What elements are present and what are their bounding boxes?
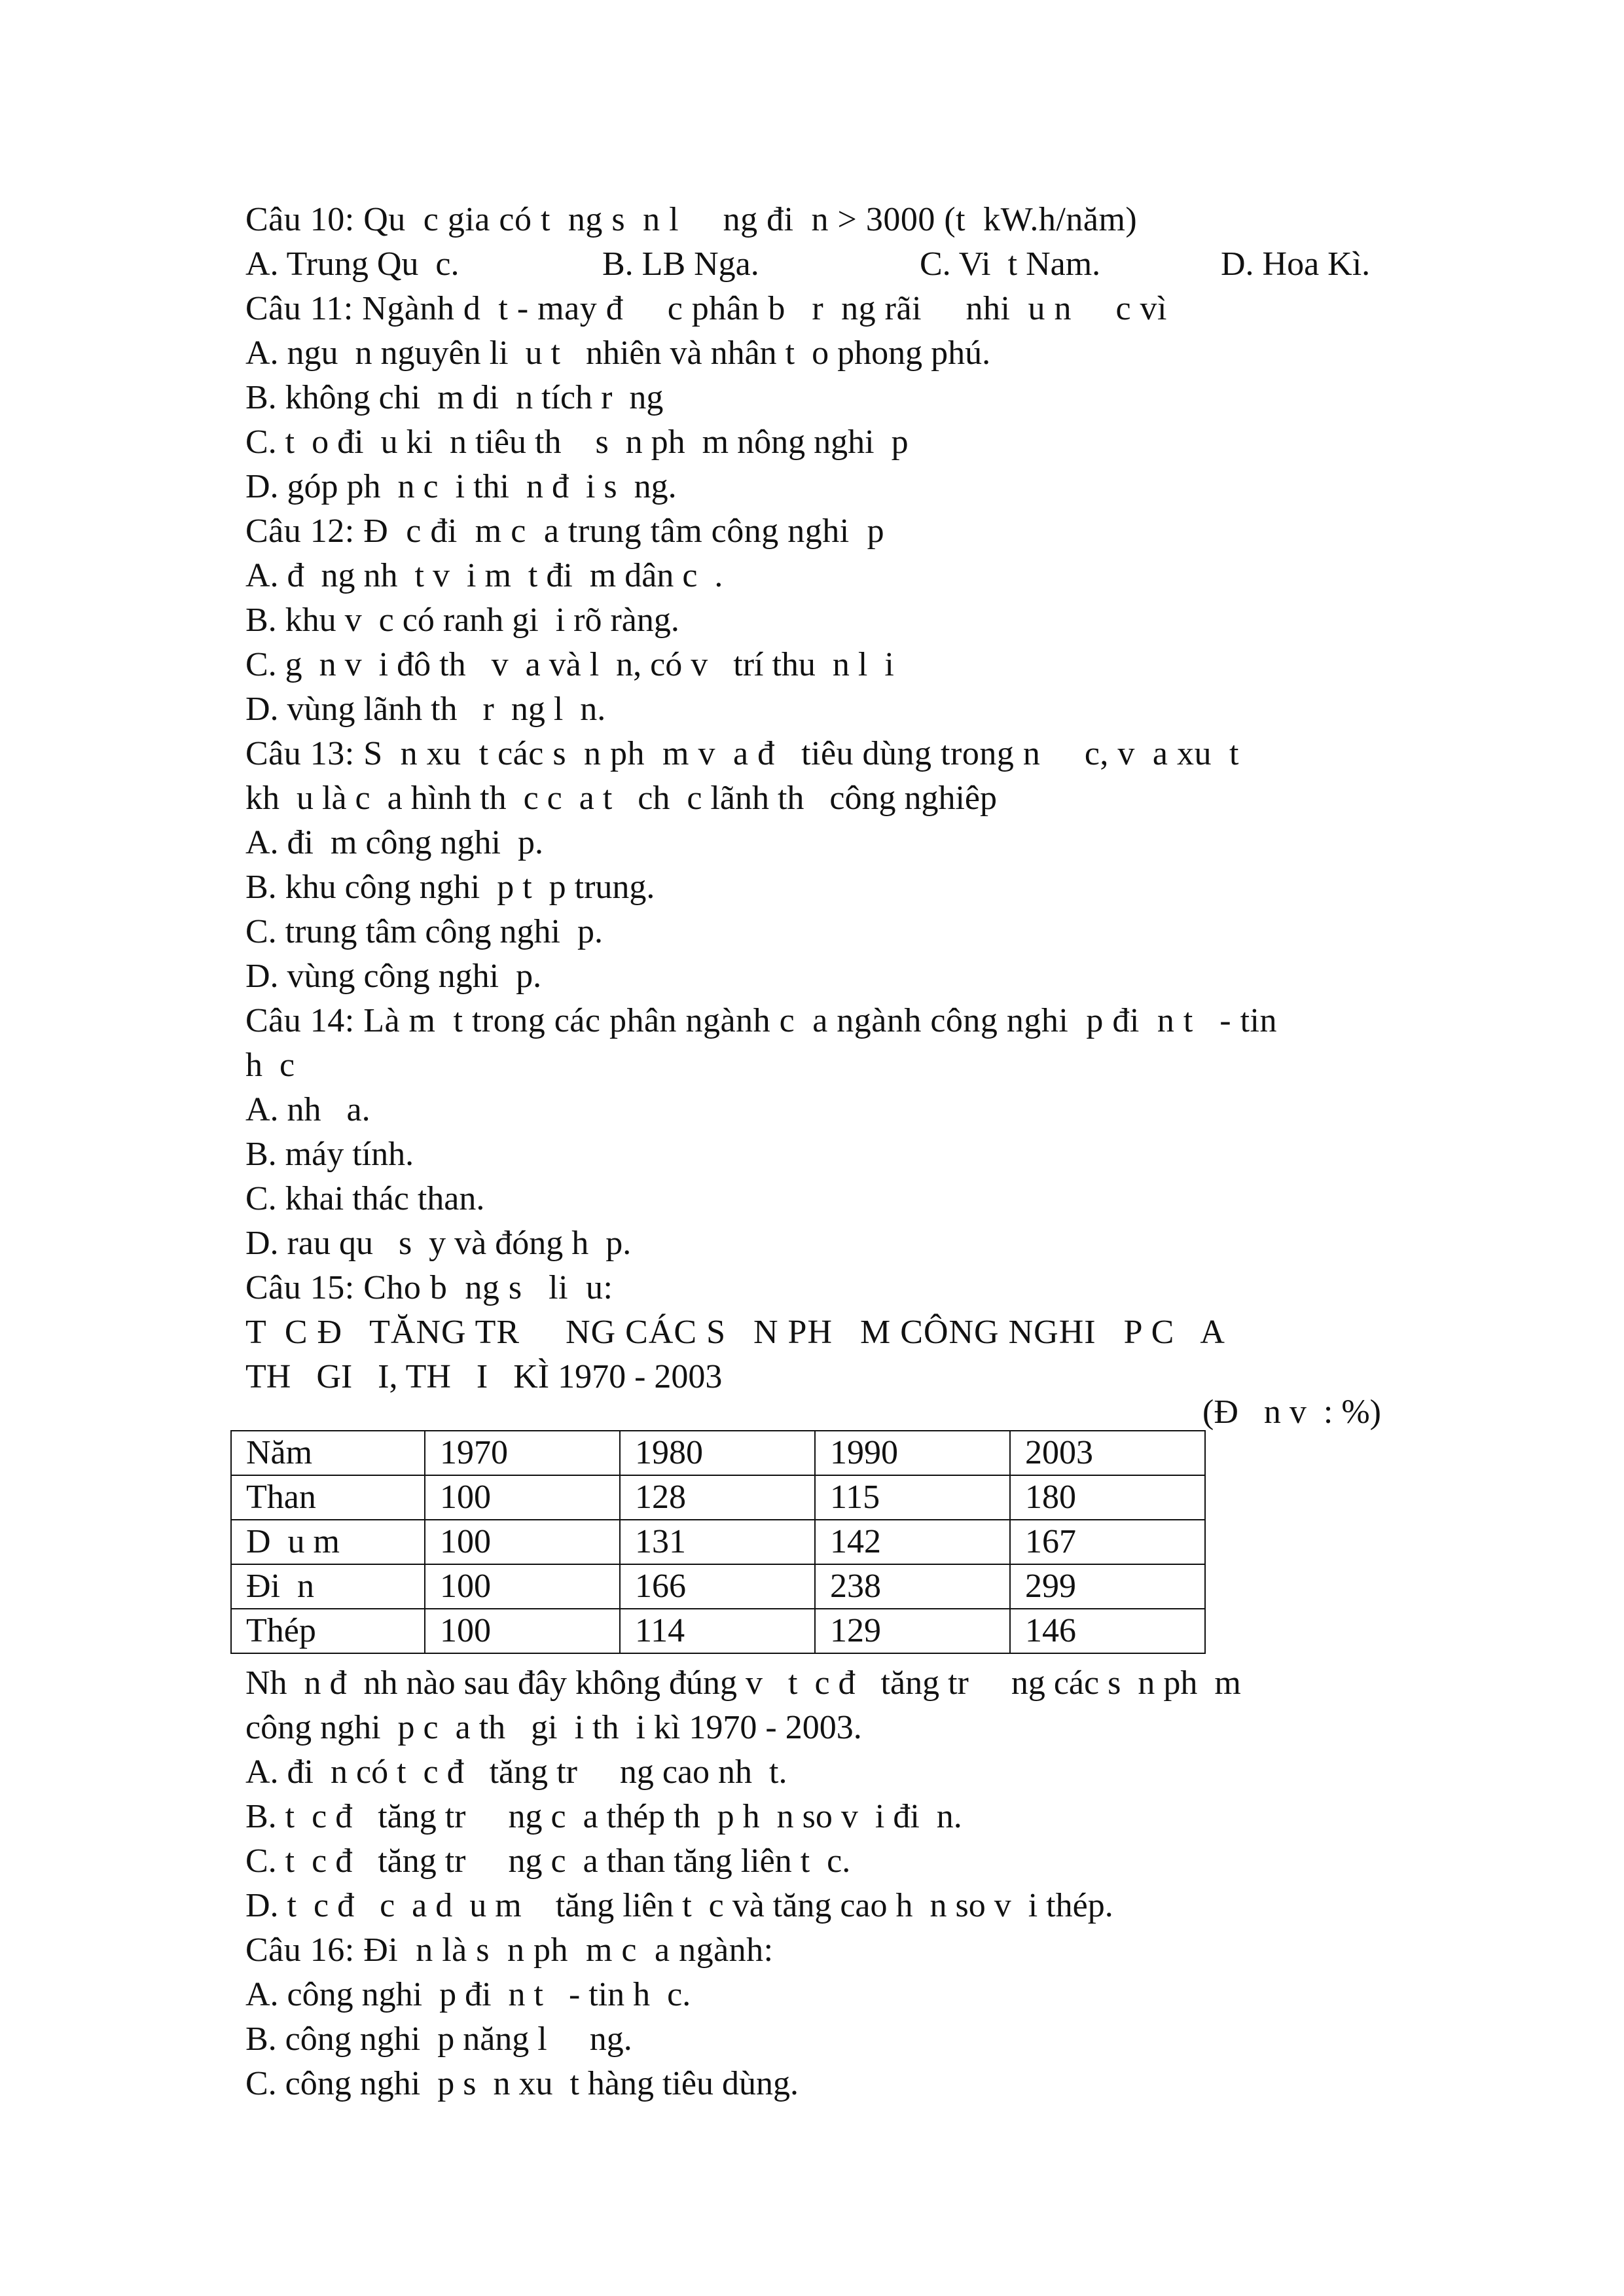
q14-option-d: D. rau qu s y và đóng h p. bbox=[245, 1225, 632, 1262]
q10-option-a: A. Trung Qu c. bbox=[245, 245, 460, 283]
q15-data-table bbox=[230, 1430, 1206, 1654]
q14-title-line1: Câu 14: Là m t trong các phân ngành c a ngành công nghi p đi n t - tin bbox=[245, 1002, 1277, 1039]
q13-option-a: A. đi m công nghi p. bbox=[245, 824, 543, 861]
table-cell: 129 bbox=[815, 1609, 1010, 1653]
table-row bbox=[231, 1475, 1205, 1520]
table-cell: 146 bbox=[1010, 1609, 1205, 1653]
q15-option-a: A. đi n có t c đ tăng tr ng cao nh t. bbox=[245, 1753, 787, 1791]
q15-option-d: D. t c đ c a d u m tăng liên t c và tăng cao h n so v i thép. bbox=[245, 1887, 1113, 1924]
q14-option-c: C. khai thác than. bbox=[245, 1180, 485, 1217]
q12-option-d: D. vùng lãnh th r ng l n. bbox=[245, 691, 606, 728]
q12-option-b: B. khu v c có ranh gi i rõ ràng. bbox=[245, 601, 679, 639]
q13-option-d: D. vùng công nghi p. bbox=[245, 958, 542, 995]
q16-option-b: B. công nghi p năng l ng. bbox=[245, 2020, 632, 2058]
q15-table-title-line2: TH GI I, TH I KÌ 1970 - 2003 bbox=[245, 1358, 723, 1395]
q10-option-d: D. Hoa Kì. bbox=[1221, 245, 1371, 283]
table-cell: 167 bbox=[1010, 1520, 1205, 1564]
table-cell: 100 bbox=[425, 1609, 620, 1653]
q16-option-c: C. công nghi p s n xu t hàng tiêu dùng. bbox=[245, 2065, 799, 2102]
q11-option-d: D. góp ph n c i thi n đ i s ng. bbox=[245, 468, 677, 505]
table-cell: 100 bbox=[425, 1564, 620, 1609]
q10-option-c: C. Vi t Nam. bbox=[920, 245, 1101, 283]
q15-table-title-line1: T C Đ TĂNG TR NG CÁC S N PH M CÔNG NGHI P C A bbox=[245, 1314, 1225, 1351]
q12-title: Câu 12: Đ c đi m c a trung tâm công nghi p bbox=[245, 512, 885, 550]
q15-unit: (Đ n v : %) bbox=[1202, 1393, 1381, 1431]
q14-option-b: B. máy tính. bbox=[245, 1136, 414, 1173]
q12-option-a: A. đ ng nh t v i m t đi m dân c . bbox=[245, 557, 723, 594]
q13-title-line1: Câu 13: S n xu t các s n ph m v a đ tiêu dùng trong n c, v a xu t bbox=[245, 735, 1239, 772]
q10-option-b: B. LB Nga. bbox=[602, 245, 759, 283]
q13-option-c: C. trung tâm công nghi p. bbox=[245, 913, 603, 950]
table-cell: 100 bbox=[425, 1475, 620, 1520]
table-cell: D u m bbox=[231, 1520, 425, 1564]
q15-stem-line2: công nghi p c a th gi i th i kì 1970 - 2003. bbox=[245, 1709, 862, 1746]
q15-stem-line1: Nh n đ nh nào sau đây không đúng v t c đ tăng tr ng các s n ph m bbox=[245, 1664, 1241, 1702]
table-cell: Thép bbox=[231, 1609, 425, 1653]
q15-title: Câu 15: Cho b ng s li u: bbox=[245, 1269, 613, 1306]
q13-title-line2: kh u là c a hình th c c a t ch c lãnh th công nghiêp bbox=[245, 780, 998, 817]
table-header-cell: 1990 bbox=[815, 1431, 1010, 1475]
q15-option-b: B. t c đ tăng tr ng c a thép th p h n so v i đi n. bbox=[245, 1798, 962, 1835]
q16-title: Câu 16: Đi n là s n ph m c a ngành: bbox=[245, 1931, 774, 1969]
q13-option-b: B. khu công nghi p t p trung. bbox=[245, 869, 655, 906]
table-row bbox=[231, 1609, 1205, 1653]
q11-option-a: A. ngu n nguyên li u t nhiên và nhân t o phong phú. bbox=[245, 334, 991, 372]
table-cell: 238 bbox=[815, 1564, 1010, 1609]
table-cell: Đi n bbox=[231, 1564, 425, 1609]
table-cell: 115 bbox=[815, 1475, 1010, 1520]
table-cell: 114 bbox=[620, 1609, 815, 1653]
table-header-row bbox=[231, 1431, 1205, 1475]
table-header-cell: 1970 bbox=[425, 1431, 620, 1475]
table-cell: 180 bbox=[1010, 1475, 1205, 1520]
table-header-cell: 1980 bbox=[620, 1431, 815, 1475]
q16-option-a: A. công nghi p đi n t - tin h c. bbox=[245, 1976, 691, 2013]
table-cell: 142 bbox=[815, 1520, 1010, 1564]
q11-option-c: C. t o đi u ki n tiêu th s n ph m nông nghi p bbox=[245, 423, 909, 461]
q11-option-b: B. không chi m di n tích r ng bbox=[245, 379, 664, 416]
q14-title-line2: h c bbox=[245, 1047, 295, 1084]
q10-title: Câu 10: Qu c gia có t ng s n l ng đi n > 3000 (t kW.h/năm) bbox=[245, 201, 1138, 238]
table-header-cell: Năm bbox=[231, 1431, 425, 1475]
table-row bbox=[231, 1564, 1205, 1609]
table-header-cell: 2003 bbox=[1010, 1431, 1205, 1475]
table-cell: 299 bbox=[1010, 1564, 1205, 1609]
q10-options bbox=[245, 242, 1381, 287]
q12-option-c: C. g n v i đô th v a và l n, có v trí thu n l i bbox=[245, 646, 894, 683]
table-cell: 131 bbox=[620, 1520, 815, 1564]
table-cell: 166 bbox=[620, 1564, 815, 1609]
table-cell: 100 bbox=[425, 1520, 620, 1564]
table-cell: Than bbox=[231, 1475, 425, 1520]
table-cell: 128 bbox=[620, 1475, 815, 1520]
table-row bbox=[231, 1520, 1205, 1564]
q11-title: Câu 11: Ngành d t - may đ c phân b r ng rãi nhi u n c vì bbox=[245, 290, 1167, 327]
q15-option-c: C. t c đ tăng tr ng c a than tăng liên t c. bbox=[245, 1842, 851, 1880]
q14-option-a: A. nh a. bbox=[245, 1091, 370, 1128]
